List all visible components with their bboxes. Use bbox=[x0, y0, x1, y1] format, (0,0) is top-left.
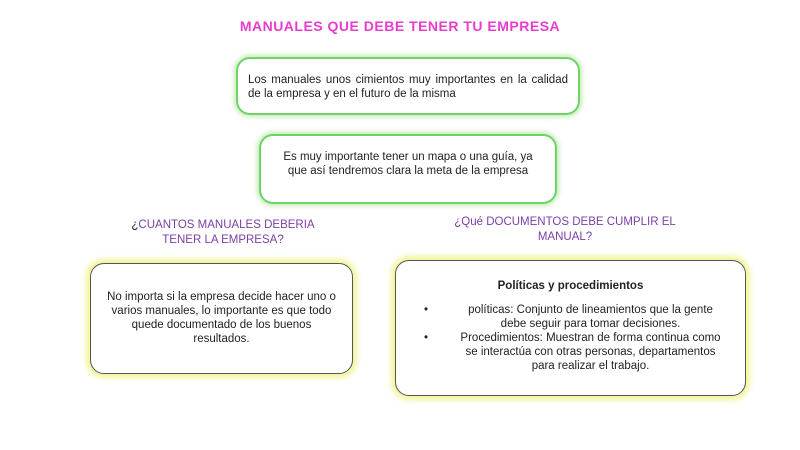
map-text: Es muy importante tener un mapa o una guía, ya que así tendremos clara la meta de la empresa bbox=[283, 151, 533, 177]
diagram-title: MANUALES QUE DEBE TENER TU EMPRESA bbox=[239, 18, 561, 34]
question-how-many-manuals bbox=[118, 218, 328, 248]
answer-left-box bbox=[90, 263, 353, 374]
bullet-item-policies bbox=[416, 303, 725, 331]
intro-box bbox=[236, 57, 580, 115]
answer-right-box bbox=[395, 260, 746, 396]
bullet-text-procedures: Procedimientos: Muestran de forma continua como se interactúa con otras personas, departamentos para realizar el trabajo. bbox=[460, 332, 721, 372]
bullet-icon: • bbox=[424, 304, 429, 316]
bullet-item-procedures bbox=[416, 331, 725, 373]
answer-right-heading: Políticas y procedimientos bbox=[497, 280, 644, 292]
question-mark: ¿ bbox=[131, 219, 139, 231]
answer-left-text: No importa si la empresa decide hacer uno o varios manuales, lo importante es que todo quede documentado de los buenos resultados. bbox=[107, 291, 336, 345]
bullet-icon: • bbox=[424, 332, 429, 344]
question-how-many-text: CUANTOS MANUALES DEBERIA TENER LA EMPRESA? bbox=[138, 219, 315, 246]
bullet-text-policies: políticas: Conjunto de lineamientos que la gente debe seguir para tomar decisiones. bbox=[468, 304, 713, 330]
intro-text: Los manuales unos cimientos muy importantes en la calidad de la empresa y en el futuro de la misma bbox=[248, 74, 568, 100]
map-box bbox=[259, 134, 557, 204]
question-documents: ¿Qué DOCUMENTOS DEBE CUMPLIR EL MANUAL? bbox=[454, 216, 676, 243]
